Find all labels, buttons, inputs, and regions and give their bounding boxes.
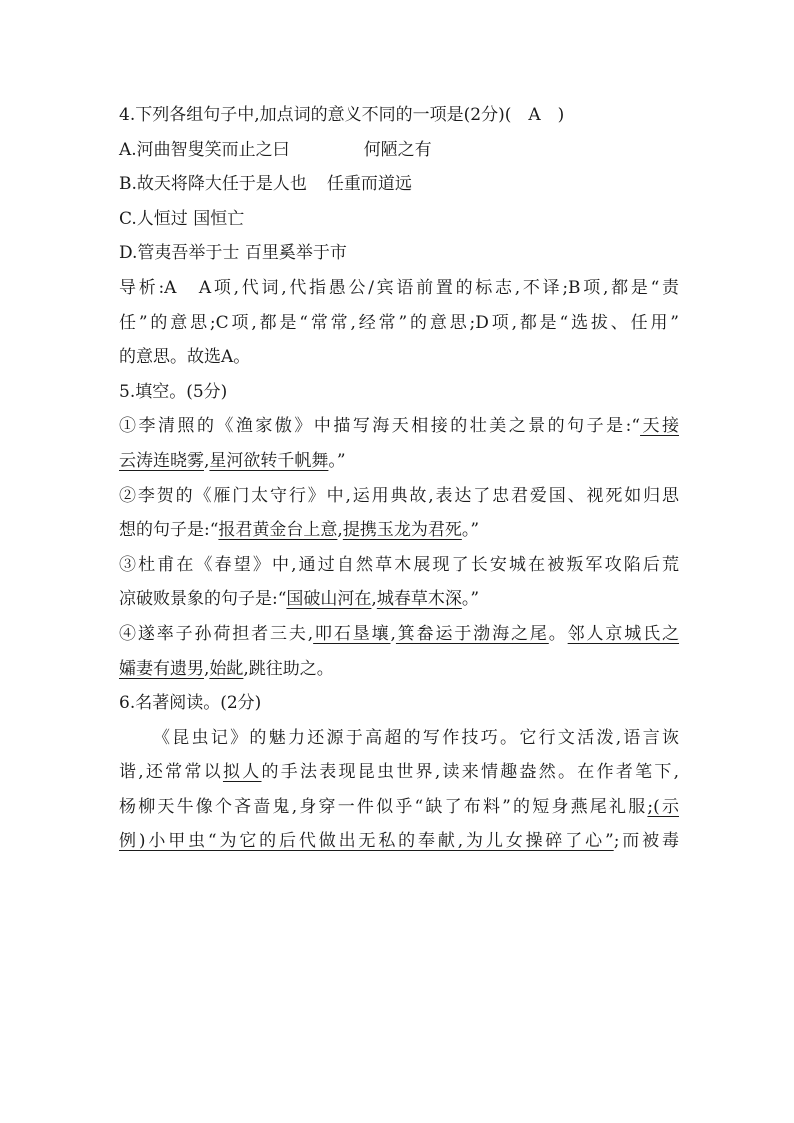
paragraph-text: ;而被毒 <box>613 831 680 852</box>
question-5-item-2-line-2 <box>119 513 679 548</box>
answer-blank: 邻人京城氏之 <box>567 623 680 644</box>
option-b-right: 任重而道远 <box>326 174 412 195</box>
question-4-option-b <box>119 167 679 202</box>
answer-blank: 提携玉龙为君死 <box>342 520 462 541</box>
punctuation: 。” <box>461 589 480 610</box>
option-a-left: A.河曲智叟笑而止之曰 <box>119 139 290 160</box>
question-5-item-4-line-2 <box>119 652 679 687</box>
answer-blank: 例)小甲虫“为它的后代做出无私的奉献,为儿女操碎了心” <box>119 831 614 852</box>
answer-blank: 孀妻有遗男 <box>119 658 204 679</box>
question-4-analysis-line-3: 的意思。故选A。 <box>119 347 251 368</box>
item-2-prompt: 想的句子是:“ <box>119 520 219 541</box>
question-4-option-c: C.人恒过 国恒亡 <box>119 208 245 229</box>
punctuation: , <box>204 450 210 471</box>
paragraph-text: 谐,还常常以 <box>119 762 223 783</box>
question-4-stem: 4.下列各组句子中,加点词的意义不同的一项是(2分)( A ) <box>119 105 565 125</box>
question-5-item-1-line-1 <box>119 409 679 444</box>
question-5-item-1-line-2 <box>119 444 679 479</box>
answer-blank: ;(示 <box>647 796 679 817</box>
question-4-option-d: D.管夷吾举于士 百里奚举于市 <box>119 243 347 264</box>
punctuation: 。 <box>548 623 568 644</box>
question-6-paragraph-line-4 <box>119 824 679 859</box>
item-4-prompt: ④遂率子孙荷担者三夫, <box>119 623 314 644</box>
question-4-option-a <box>119 133 679 168</box>
option-a-right: 何陋之有 <box>363 139 432 160</box>
answer-blank: 始龀 <box>209 658 244 679</box>
paragraph-text: 的手法表现昆虫世界,读来情趣盎然。在作者笔下, <box>261 762 680 783</box>
punctuation: , <box>390 623 396 644</box>
question-4-analysis-line-1: 导析:A A项,代词,代指愚公/宾语前置的标志,不译;B项,都是“责 <box>119 277 679 298</box>
paragraph-text: 杨柳天牛像个吝啬鬼,身穿一件似乎“缺了布料”的短身燕尾礼服 <box>119 796 648 817</box>
question-4-analysis-line-2: 任”的意思;C项,都是“常常,经常”的意思;D项,都是“选拔、任用” <box>119 312 679 333</box>
answer-blank: 城春草木深 <box>376 589 462 610</box>
answer-blank: 叩石垦壤 <box>313 623 391 644</box>
answer-blank: 拟人 <box>222 762 262 783</box>
document-page <box>119 98 679 859</box>
question-5-item-2-line-1: ②李贺的《雁门太守行》中,运用典故,表达了忠君爱国、视死如归思 <box>119 485 679 506</box>
answer-blank: 箕畚运于渤海之尾 <box>395 623 549 644</box>
question-5-item-3-line-2 <box>119 582 679 617</box>
question-5-item-3-line-1: ③杜甫在《春望》中,通过自然草木展现了长安城在被叛军攻陷后荒 <box>119 554 679 575</box>
answer-blank: 云涛连晓雾 <box>119 450 204 471</box>
punctuation: 。” <box>328 450 346 471</box>
question-6-stem: 6.名著阅读。(2分) <box>119 693 262 714</box>
question-6-paragraph-line-3 <box>119 790 679 825</box>
punctuation: , <box>337 520 343 541</box>
question-6-paragraph-line-1: 《昆虫记》的魅力还源于高超的写作技巧。它行文活泼,语言诙 <box>153 727 679 748</box>
answer-blank: 天接 <box>640 416 680 437</box>
item-1-prompt: ①李清照的《渔家傲》中描写海天相接的壮美之景的句子是:“ <box>119 416 641 437</box>
answer-blank: 星河欲转千帆舞 <box>209 450 329 471</box>
answer-blank: 国破山河在 <box>286 589 372 610</box>
question-5-item-4-line-1 <box>119 617 679 652</box>
question-6-paragraph-line-2 <box>119 755 679 790</box>
punctuation: , <box>204 658 210 679</box>
option-b-left: B.故天将降大任于是人也 <box>119 174 307 195</box>
punctuation: 。” <box>461 520 480 541</box>
punctuation: , <box>371 589 377 610</box>
question-5-stem: 5.填空。(5分) <box>119 381 228 402</box>
answer-blank: 报君黄金台上意 <box>218 520 338 541</box>
item-3-prompt: 凉破败景象的句子是:“ <box>119 589 287 610</box>
item-4-tail: ,跳往助之。 <box>243 658 334 679</box>
